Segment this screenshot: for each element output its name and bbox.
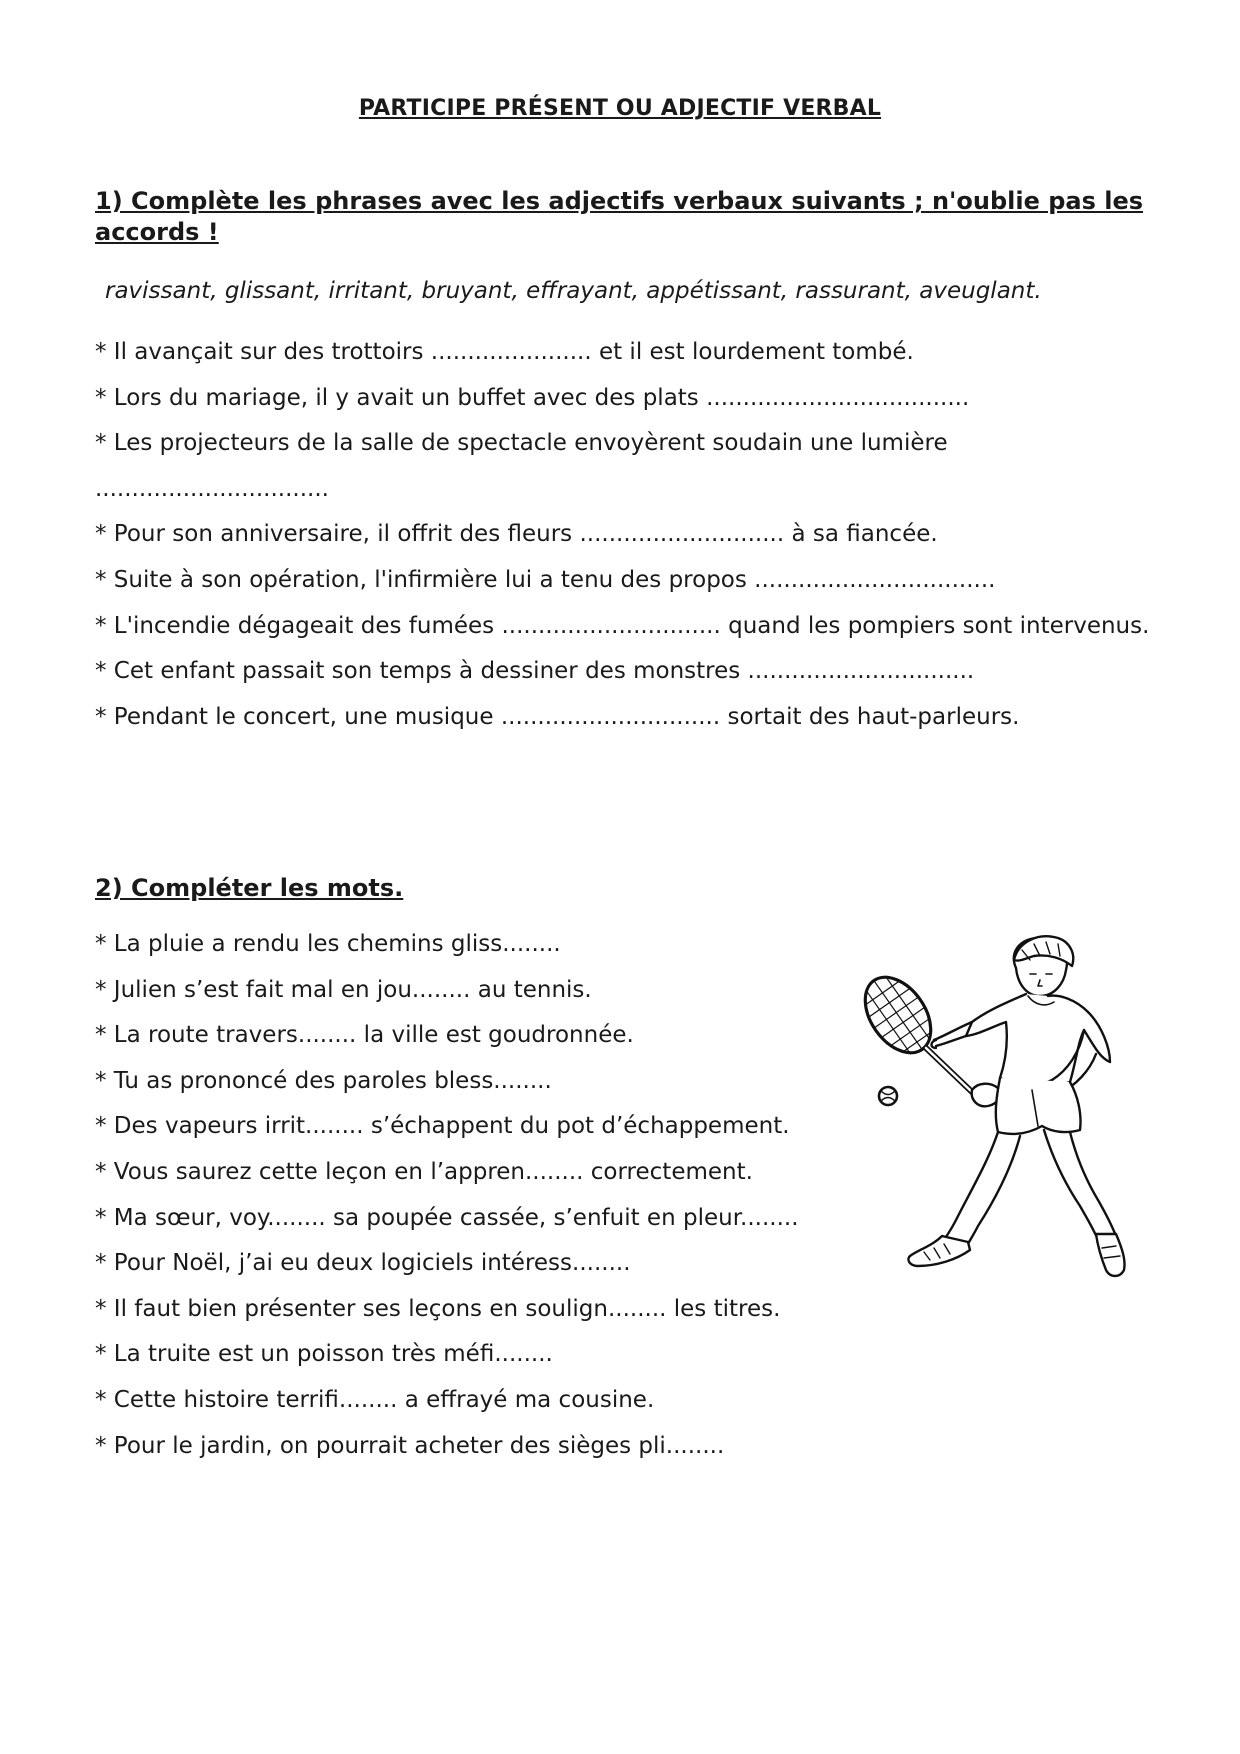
exercise-item: * L'incendie dégageait des fumées .............................. quand les pompiers sont intervenus. bbox=[95, 612, 1150, 639]
exercise-item: * La pluie a rendu les chemins gliss........ bbox=[95, 931, 561, 957]
exercise-item: * Pendant le concert, une musique .............................. sortait des haut-parleurs. bbox=[95, 703, 1020, 730]
page-title: PARTICIPE PRÉSENT OU ADJECTIF VERBAL bbox=[358, 96, 882, 121]
exercise-item: * Des vapeurs irrit........ s’échappent du pot d’échappement. bbox=[95, 1113, 790, 1140]
exercise-item: * Ma sœur, voy........ sa poupée cassée, s’enfuit en pleur........ bbox=[95, 1204, 799, 1231]
section-2-heading: 2) Compléter les mots. bbox=[95, 874, 404, 902]
word-bank: ravissant, glissant, irritant, bruyant, effrayant, appétissant, rassurant, aveuglant. bbox=[105, 278, 1042, 304]
exercise-item: * Il avançait sur des trottoirs ...................... et il est lourdement tombé. bbox=[95, 339, 914, 365]
exercise-item: * Lors du mariage, il y avait un buffet avec des plats .................................... bbox=[95, 384, 970, 411]
tennis-ball-icon bbox=[879, 1087, 897, 1105]
exercise-item: * Tu as prononcé des paroles bless........ bbox=[95, 1067, 552, 1094]
exercise-item: * Vous saurez cette leçon en l’appren........ correctement. bbox=[95, 1158, 753, 1185]
tennis-player-icon bbox=[848, 930, 1148, 1316]
section-2-exercise-list bbox=[95, 922, 885, 1469]
exercise-item: * Cet enfant passait son temps à dessiner des monstres ............................... bbox=[95, 658, 975, 685]
exercise-item: * Cette histoire terrifi........ a effrayé ma cousine. bbox=[95, 1386, 655, 1413]
section-1-heading: 1) Complète les phrases avec les adjectifs verbaux suivants ; n'oublie pas les accords ! bbox=[95, 187, 1144, 246]
tennis-player-illustration bbox=[848, 930, 1148, 1316]
exercise-item: * Pour Noël, j’ai eu deux logiciels intéress........ bbox=[95, 1250, 631, 1277]
section-1-exercise-list bbox=[95, 330, 1155, 740]
exercise-item: * Il faut bien présenter ses leçons en soulign........ les titres. bbox=[95, 1295, 781, 1322]
exercise-item: * Pour son anniversaire, il offrit des fleurs ............................ à sa fiancée. bbox=[95, 521, 938, 548]
exercise-item: * Julien s’est fait mal en jou........ au tennis. bbox=[95, 976, 592, 1003]
exercise-item: * La route travers........ la ville est goudronnée. bbox=[95, 1022, 634, 1049]
exercise-item: * Suite à son opération, l'infirmière lui a tenu des propos ................................. bbox=[95, 566, 996, 593]
exercise-item: * La truite est un poisson très méfi........ bbox=[95, 1341, 553, 1368]
exercise-item: * Pour le jardin, on pourrait acheter des sièges pli........ bbox=[95, 1432, 725, 1459]
exercise-item: * Les projecteurs de la salle de spectacle envoyèrent soudain une lumière ................................ bbox=[95, 430, 948, 502]
